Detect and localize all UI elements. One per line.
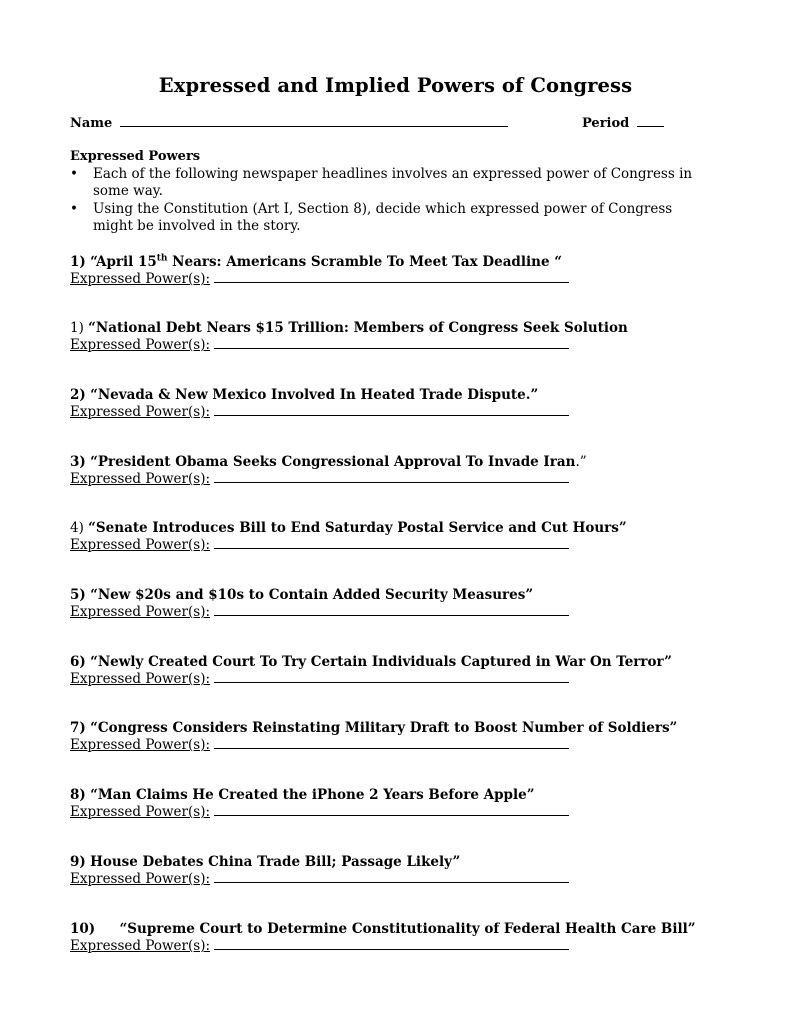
question-headline: “Senate Introduces Bill to End Saturday Postal Service and Cut Hours” — [88, 520, 627, 536]
answer-label: Expressed Power(s): — [70, 271, 211, 287]
answer-field[interactable] — [214, 271, 569, 283]
question-number: 5) — [70, 587, 86, 603]
question-headline: “President Obama Seeks Congressional Approval To Invade Iran — [90, 454, 576, 470]
answer-field[interactable] — [214, 404, 569, 416]
period-field[interactable] — [637, 115, 664, 127]
name-row — [70, 115, 508, 131]
question-item — [70, 720, 677, 754]
name-label: Name — [70, 116, 113, 131]
question-headline: “Congress Considers Reinstating Military Draft to Boost Number of Soldiers” — [90, 720, 678, 736]
question-headline: “Man Claims He Created the iPhone 2 Years Before Apple” — [90, 787, 535, 803]
question-headline: “April 15th Nears: Americans Scramble To Meet Tax Deadline “ — [90, 253, 563, 270]
answer-label: Expressed Power(s): — [70, 871, 211, 887]
answer-line — [70, 737, 677, 754]
answer-line — [70, 337, 628, 354]
answer-label: Expressed Power(s): — [70, 471, 211, 487]
answer-label: Expressed Power(s): — [70, 938, 211, 954]
question-item — [70, 520, 627, 554]
answer-line — [70, 604, 569, 621]
question-number: 1) — [70, 254, 86, 270]
question-item — [70, 654, 672, 688]
answer-field[interactable] — [214, 337, 569, 349]
question-headline: House Debates China Trade Bill; Passage Likely” — [90, 854, 461, 870]
answer-label: Expressed Power(s): — [70, 604, 211, 620]
answer-line — [70, 871, 569, 888]
period-row — [582, 115, 664, 131]
answer-line — [70, 938, 695, 955]
question-item — [70, 854, 569, 888]
answer-line — [70, 671, 672, 688]
answer-line — [70, 537, 627, 554]
question-item — [70, 587, 569, 621]
question-headline: “Newly Created Court To Try Certain Individuals Captured in War On Terror” — [90, 654, 672, 670]
question-item — [70, 387, 569, 421]
answer-label: Expressed Power(s): — [70, 737, 211, 753]
question-number: 8) — [70, 787, 86, 803]
section-heading: Expressed Powers — [70, 149, 201, 164]
answer-field[interactable] — [214, 671, 569, 683]
question-number: 2) — [70, 387, 86, 403]
question-item — [70, 320, 628, 354]
answer-line — [70, 404, 569, 421]
question-item — [70, 254, 569, 288]
bullet-icon: • — [70, 201, 78, 217]
instruction-item: • Using the Constitution (Art I, Section 8), decide which expressed power of Congress might be involved in the story. — [70, 201, 673, 234]
question-number: 9) — [70, 854, 86, 870]
answer-line — [70, 471, 587, 488]
answer-label: Expressed Power(s): — [70, 337, 211, 353]
question-number: 1) — [70, 320, 84, 336]
answer-field[interactable] — [214, 471, 569, 483]
instruction-item: • Each of the following newspaper headlines involves an expressed power of Congress in some way. — [70, 166, 693, 199]
question-number: 3) — [70, 454, 86, 470]
answer-label: Expressed Power(s): — [70, 804, 211, 820]
question-number: 10) — [70, 921, 96, 937]
answer-label: Expressed Power(s): — [70, 671, 211, 687]
question-number: 6) — [70, 654, 86, 670]
answer-line — [70, 804, 569, 821]
question-number: 4) — [70, 520, 84, 536]
answer-field[interactable] — [214, 938, 569, 950]
question-item — [70, 921, 695, 955]
question-item — [70, 787, 569, 821]
name-field[interactable] — [120, 115, 508, 127]
question-headline: “Nevada & New Mexico Involved In Heated Trade Dispute.” — [90, 387, 539, 403]
question-headline: “National Debt Nears $15 Trillion: Members of Congress Seek Solution — [88, 320, 628, 336]
page-title: Expressed and Implied Powers of Congress — [158, 74, 633, 97]
period-label: Period — [582, 116, 630, 131]
answer-field[interactable] — [214, 804, 569, 816]
question-headline: “New $20s and $10s to Contain Added Security Measures” — [90, 587, 534, 603]
question-trailing: .” — [575, 454, 587, 470]
question-headline: “Supreme Court to Determine Constitutionality of Federal Health Care Bill” — [119, 921, 696, 937]
answer-field[interactable] — [214, 537, 569, 549]
question-number: 7) — [70, 720, 86, 736]
answer-field[interactable] — [214, 737, 569, 749]
answer-field[interactable] — [214, 871, 569, 883]
answer-field[interactable] — [214, 604, 569, 616]
question-item — [70, 454, 587, 488]
bullet-icon: • — [70, 166, 78, 182]
instructions-list — [70, 166, 710, 236]
answer-line — [70, 271, 569, 288]
answer-label: Expressed Power(s): — [70, 404, 211, 420]
answer-label: Expressed Power(s): — [70, 537, 211, 553]
